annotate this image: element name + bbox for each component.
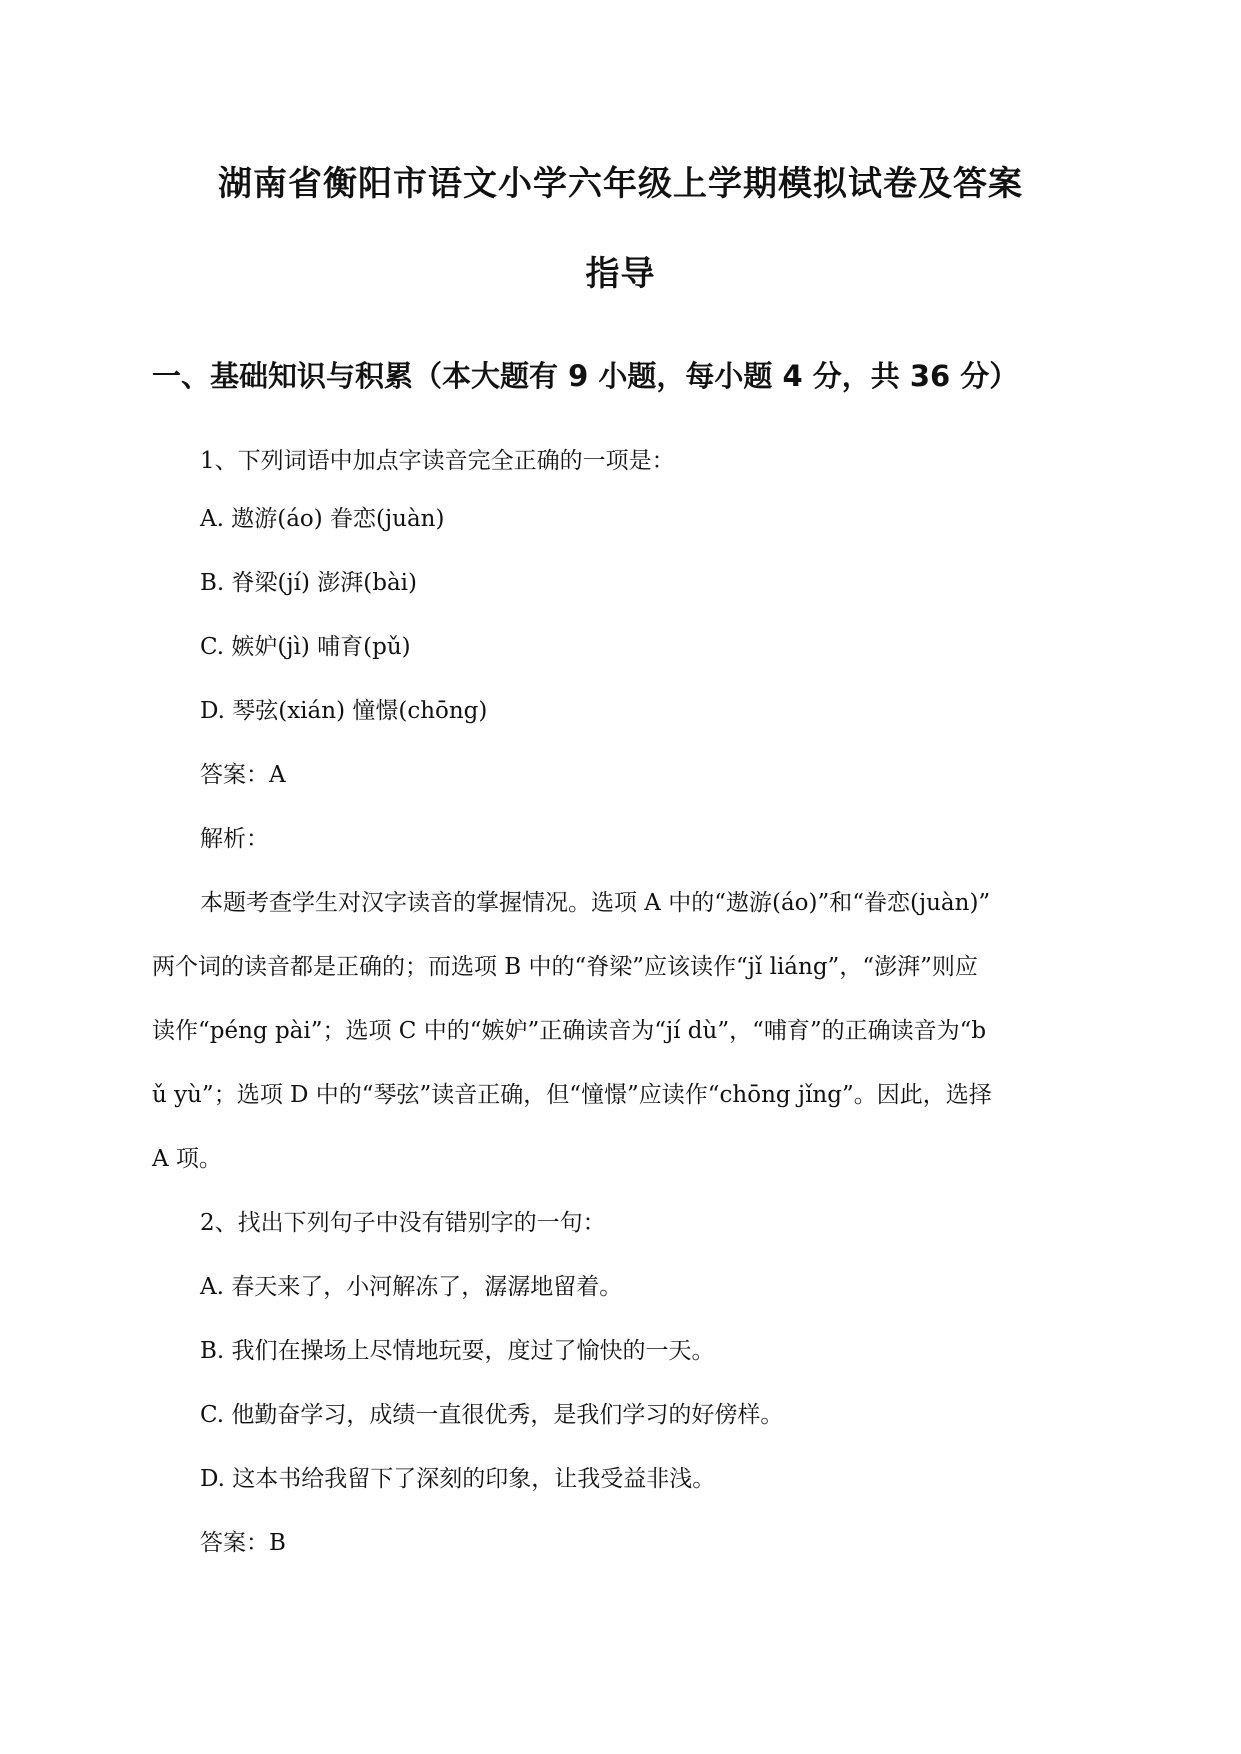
question-1-option-c: C. 嫉妒(jì) 哺育(pǔ) [200,634,411,660]
question-1-analysis-line-2: 两个词的读音都是正确的；而选项 B 中的“脊梁”应该读作“jǐ liáng”，“澎湃”则应 [152,954,978,980]
question-1-analysis-line-3: 读作“péng pài”；选项 C 中的“嫉妒”正确读音为“jí dù”，“哺育”的正确读音为“b [152,1018,987,1044]
question-1-analysis-label: 解析： [200,826,269,852]
document-title-line-1: 湖南省衡阳市语文小学六年级上学期模拟试卷及答案 [218,164,1023,204]
question-2-option-b: B. 我们在操场上尽情地玩耍，度过了愉快的一天。 [200,1338,715,1364]
question-2-option-c: C. 他勤奋学习，成绩一直很优秀，是我们学习的好傍样。 [200,1402,784,1428]
question-1-answer: 答案：A [200,762,286,788]
section-heading: 一、基础知识与积累（本大题有 9 小题，每小题 4 分，共 36 分） [152,359,1019,393]
question-1-stem: 1、下列词语中加点字读音完全正确的一项是： [200,448,675,474]
question-1-analysis-line-4: ǔ yù”；选项 D 中的“琴弦”读音正确，但“憧憬”应读作“chōng jǐng”。因此，选择 [152,1082,992,1108]
question-2-stem: 2、找出下列句子中没有错别字的一句： [200,1210,606,1236]
question-1-analysis-line-5: A 项。 [152,1146,222,1172]
question-2-option-d: D. 这本书给我留下了深刻的印象，让我受益非浅。 [200,1466,716,1492]
document-title-line-2: 指导 [585,254,656,294]
question-1-option-a: A. 遨游(áo) 眷恋(juàn) [200,506,445,532]
question-1-analysis-line-1: 本题考查学生对汉字读音的掌握情况。选项 A 中的“遨游(áo)”和“眷恋(juàn)” [200,890,991,916]
question-1-option-d: D. 琴弦(xián) 憧憬(chōng) [200,698,488,724]
question-2-option-a: A. 春天来了，小河解冻了，潺潺地留着。 [200,1274,623,1300]
question-1-option-b: B. 脊梁(jí) 澎湃(bài) [200,570,418,596]
question-2-answer: 答案：B [200,1530,286,1556]
